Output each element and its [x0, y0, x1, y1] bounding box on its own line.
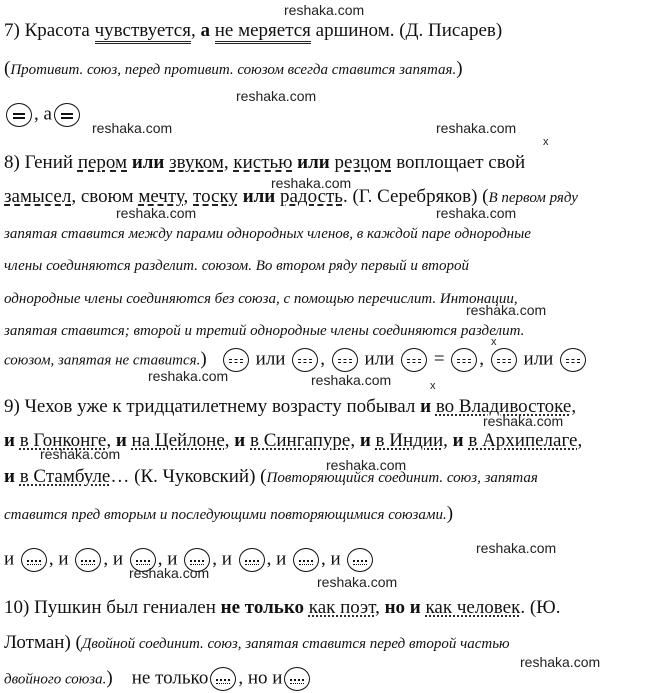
watermark: reshaka.com	[483, 413, 564, 429]
s8-note-3: члены соединяются разделит. союзом. Во втором ряду первый и второй	[4, 258, 469, 274]
s9-scheme-ci: , и	[48, 548, 69, 570]
s7-scheme-conj: , а	[34, 103, 52, 125]
s10-close: )	[106, 667, 113, 689]
watermark: reshaka.com	[236, 88, 317, 104]
watermark: reshaka.com	[271, 175, 352, 191]
s7-conjunction: а	[200, 20, 210, 41]
s10-note-1: Двойной соединит. союз, запятая ставится перед второй частью	[81, 636, 510, 652]
s9-i: и	[452, 430, 464, 451]
s9-scheme-i: и	[4, 548, 15, 570]
s9-scheme-ci: , и	[103, 548, 124, 570]
s10-p2: как человек	[425, 597, 521, 618]
s9-note-2: ставится пред вторым и последующими повторяющимися союзами.	[4, 507, 447, 523]
s8-w1: пером	[77, 152, 128, 173]
s9-comma: ,	[106, 430, 112, 451]
watermark: reshaka.com	[466, 302, 547, 318]
watermark: reshaka.com	[436, 205, 517, 221]
s7-note-close: )	[456, 58, 463, 79]
watermark: reshaka.com	[476, 540, 557, 556]
s8-text: 8) Гений	[4, 152, 78, 173]
scheme-circle-predicate	[6, 103, 32, 127]
s9-text: 9) Чехов уже к тридцатилетнему возрасту побывал	[4, 396, 421, 417]
s9-p4: в Сингапуре	[250, 430, 351, 451]
s9-p1: во Владивостоке	[435, 396, 572, 417]
s7-note-open: (	[4, 58, 11, 79]
s9-i: и	[4, 430, 15, 451]
s8-note-5: запятая ставится; второй и третий однородные члены соединяются разделит.	[4, 323, 525, 339]
s10-text: 10) Пушкин был гениален	[4, 597, 221, 618]
s9-close: )	[446, 503, 454, 524]
watermark: reshaka.com	[92, 120, 173, 136]
s9-scheme-ci: , и	[157, 548, 178, 570]
s8-ili-1: или	[131, 152, 165, 173]
s10-i: и	[409, 597, 421, 618]
s8-scheme-ili: или	[523, 348, 554, 370]
s8-note-6-line	[4, 348, 588, 372]
s8-ili-2: или	[297, 152, 330, 173]
s9-note-1: Повторяющийся соединит. союз, запятая	[266, 470, 538, 486]
watermark: reshaka.com	[129, 565, 210, 581]
sentence-10	[4, 597, 560, 619]
s9-i: и	[115, 430, 127, 451]
s10-scheme-1: не только	[131, 667, 209, 689]
s8-note-4: однородные члены соединяются без союза, с помощью перечислит. Интонации,	[4, 291, 518, 307]
s10-ne-tolko: не только	[220, 597, 305, 618]
x-mark: x	[491, 336, 497, 348]
watermark: reshaka.com	[436, 120, 517, 136]
s9-scheme-ci: , и	[212, 548, 232, 570]
s9-comma: ,	[224, 430, 230, 451]
scheme-circle	[451, 348, 477, 372]
s10-author: Лотман) (	[4, 632, 82, 653]
scheme-circle	[21, 548, 47, 572]
s7-note	[4, 58, 463, 81]
watermark: reshaka.com	[317, 574, 398, 590]
s8-w3: кистью	[233, 152, 293, 173]
s10-tail: . (Ю.	[520, 597, 561, 618]
s8-scheme-ili: или	[255, 348, 286, 370]
s9-i: и	[359, 430, 371, 451]
watermark: reshaka.com	[326, 457, 407, 473]
scheme-circle	[210, 667, 236, 691]
scheme-circle	[347, 548, 373, 572]
s9-comma: ,	[443, 430, 448, 451]
sentence-8-cont: замысел, своюм мечту, тоску или радость. (Г. Серебряков) (В первом ряду	[4, 186, 578, 207]
scheme-circle	[75, 548, 101, 572]
s7-space	[210, 20, 215, 41]
scheme-circle	[292, 348, 318, 372]
x-mark: x	[543, 136, 549, 148]
s8-w8: радость	[280, 186, 343, 207]
s10-scheme	[4, 667, 312, 691]
s10-scheme-2: , но и	[238, 667, 283, 689]
s8-scheme-eq: =	[433, 348, 445, 370]
s9-scheme-ci: , и	[266, 548, 287, 570]
s10-no: но	[384, 597, 406, 618]
s7-note-text: Противит. союз, перед противит. союзом всегда ставится запятая.	[10, 62, 457, 78]
sentence-9-cont2	[4, 466, 538, 489]
s9-comma: ,	[571, 396, 577, 417]
s8-w6: мечту	[138, 186, 184, 207]
s8-w4: резцом	[334, 152, 392, 173]
s10-note-2: двойного союза.	[4, 671, 107, 688]
s9-i: и	[234, 430, 246, 451]
s9-scheme-ci: , и	[321, 548, 341, 570]
s9-comma: ,	[577, 430, 583, 451]
scheme-circle	[284, 667, 310, 691]
sentence-8	[4, 152, 525, 174]
x-mark: x	[430, 380, 436, 392]
s8-w2: звуком	[169, 152, 224, 173]
s10-comma: ,	[375, 597, 380, 618]
s10-p1: как поэт	[308, 597, 376, 618]
s8-close: )	[200, 348, 207, 370]
s9-p2: в Гонконге	[19, 430, 107, 451]
s7-tail: аршином. (Д. Писарев)	[310, 20, 503, 41]
watermark: reshaka.com	[284, 2, 365, 18]
s9-tail: … (К. Чуковский) (	[110, 466, 267, 487]
watermark: reshaka.com	[520, 654, 601, 670]
s9-p6: в Архипелаге	[468, 430, 578, 451]
scheme-circle	[239, 548, 265, 572]
s8-comma-3: ,	[183, 186, 189, 207]
s7-predicate-2: не меряется	[215, 20, 311, 44]
scheme-circle-predicate	[54, 103, 80, 127]
s9-p3: на Цейлоне	[131, 430, 225, 451]
scheme-circle	[401, 348, 427, 372]
s8-scheme-comma: ,	[320, 348, 325, 370]
s8-w5: замысел	[4, 186, 72, 207]
s9-i: и	[420, 396, 432, 417]
sentence-7	[4, 20, 502, 42]
s8-tail1: воплощает свой	[391, 152, 526, 173]
watermark: reshaka.com	[40, 446, 121, 462]
s8-ili-3: или	[242, 186, 276, 207]
s8-note-2: запятая ставится между парами однородных членов, в каждой паре однородные	[4, 226, 531, 242]
s7-comma: ,	[190, 20, 201, 41]
s8-w7: тоску	[193, 186, 238, 207]
watermark: reshaka.com	[311, 372, 392, 388]
scheme-circle	[560, 348, 586, 372]
s7-predicate-1: чувствуется	[95, 20, 191, 44]
s8-note-1: В первом ряду	[488, 190, 578, 206]
s7-scheme	[4, 103, 82, 127]
s8-scheme-comma: ,	[479, 348, 485, 370]
s9-note-2-line	[4, 503, 453, 526]
watermark: reshaka.com	[116, 205, 197, 221]
watermark: reshaka.com	[148, 368, 229, 384]
s9-comma: ,	[350, 430, 356, 451]
scheme-circle	[491, 348, 517, 372]
s7-text: 7) Красота	[4, 20, 95, 41]
scheme-circle	[293, 548, 319, 572]
s8-comma: ,	[223, 152, 229, 173]
s8-scheme-ili: или	[364, 348, 395, 370]
s8-tail2: . (Г. Серебряков) (	[342, 186, 489, 207]
s9-i: и	[4, 466, 15, 487]
s9-p7: в Стамбуле	[19, 466, 111, 487]
s8-note-6: союзом, запятая не ставится.	[4, 352, 201, 369]
sentence-10-cont	[4, 632, 510, 655]
scheme-circle	[332, 348, 358, 372]
s9-p5: в Индии	[375, 430, 444, 451]
